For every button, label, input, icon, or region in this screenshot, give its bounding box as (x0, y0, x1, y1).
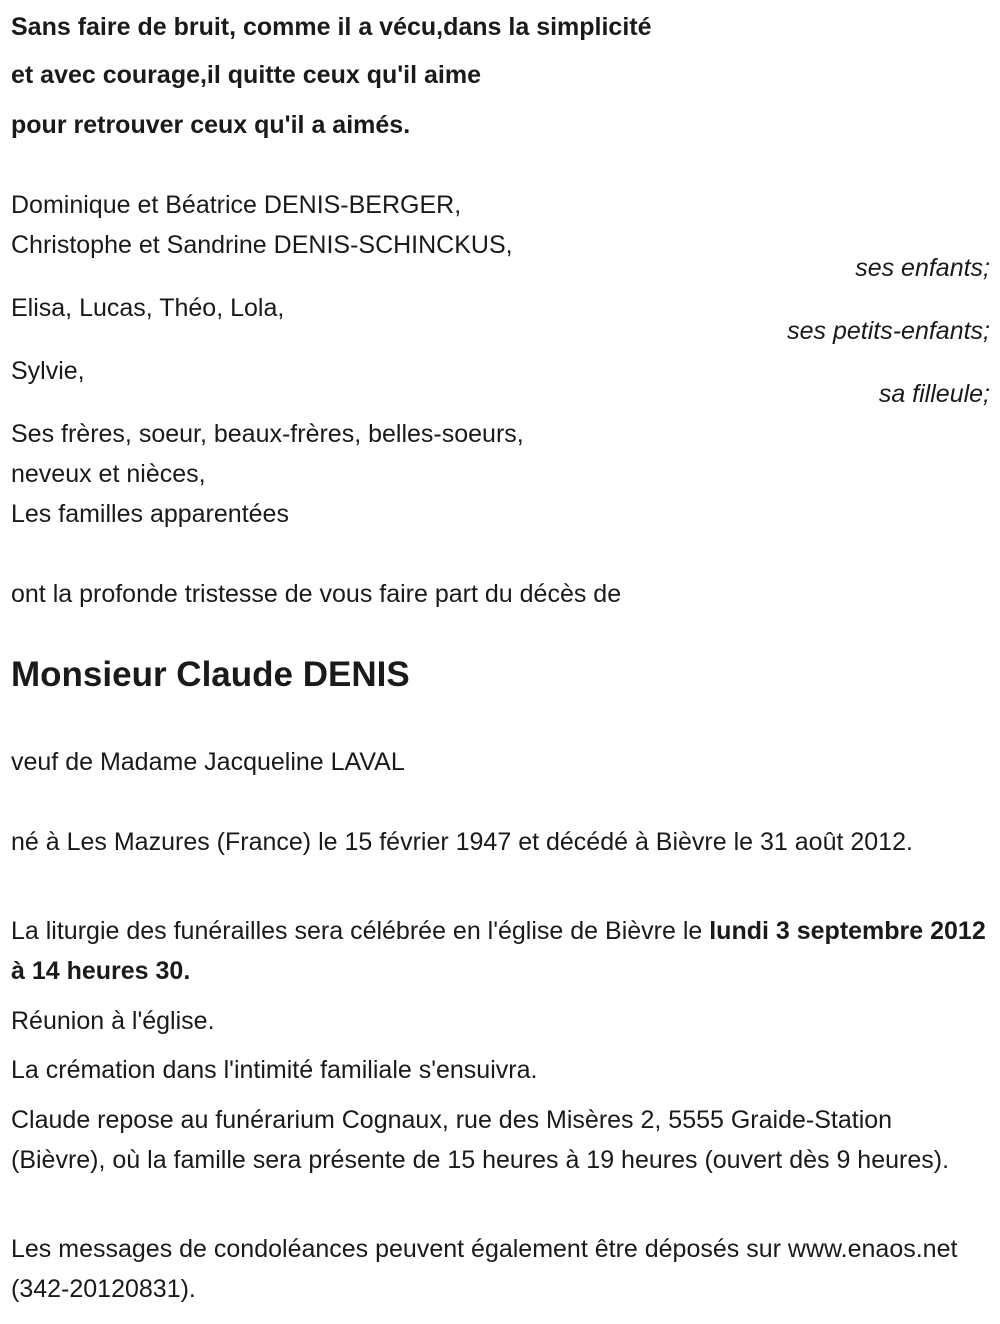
others-line-2: neveux et nièces, (11, 460, 206, 488)
goddaughter: Sylvie, (11, 357, 85, 385)
goddaughter-role: sa filleule; (878, 380, 990, 408)
condolences: Les messages de condoléances peuvent également être déposés sur www.enaos.net (342-20120831). (11, 1235, 958, 1303)
children-line-2: Christophe et Sandrine DENIS-SCHINCKUS, (11, 231, 513, 259)
deceased-name: Monsieur Claude DENIS (11, 655, 410, 694)
announcement: ont la profonde tristesse de vous faire part du décès de (11, 580, 622, 608)
children-role: ses enfants; (855, 254, 990, 282)
poem-line-3: pour retrouver ceux qu'il a aimés. (11, 111, 411, 139)
liturgy-date: lundi 3 septembre 2012 à 14 heures 30. (11, 917, 986, 985)
grandchildren-role: ses petits-enfants; (787, 317, 990, 345)
cremation: La crémation dans l'intimité familiale s'ensuivra. (11, 1056, 538, 1084)
birth-death: né à Les Mazures (France) le 15 février 1947 et décédé à Bièvre le 31 août 2012. (11, 828, 913, 856)
others-line-1: Ses frères, soeur, beaux-frères, belles-soeurs, (11, 420, 524, 448)
poem-line-2: et avec courage,il quitte ceux qu'il aime (11, 61, 481, 89)
children-line-1: Dominique et Béatrice DENIS-BERGER, (11, 191, 462, 219)
liturgy (11, 911, 986, 991)
widower: veuf de Madame Jacqueline LAVAL (11, 748, 405, 776)
others-line-3: Les familles apparentées (11, 500, 289, 528)
meeting: Réunion à l'église. (11, 1007, 215, 1035)
poem-line-1: Sans faire de bruit, comme il a vécu,dans la simplicité (11, 13, 652, 41)
grandchildren: Elisa, Lucas, Théo, Lola, (11, 294, 285, 322)
funeral-home: Claude repose au funérarium Cognaux, rue des Misères 2, 5555 Graide-Station (Bièvre), où la famille sera présente de 15 heures à 19 heures (ouvert dès 9 heures). (11, 1106, 950, 1174)
liturgy-text: La liturgie des funérailles sera célébrée en l'église de Bièvre le (11, 917, 710, 945)
